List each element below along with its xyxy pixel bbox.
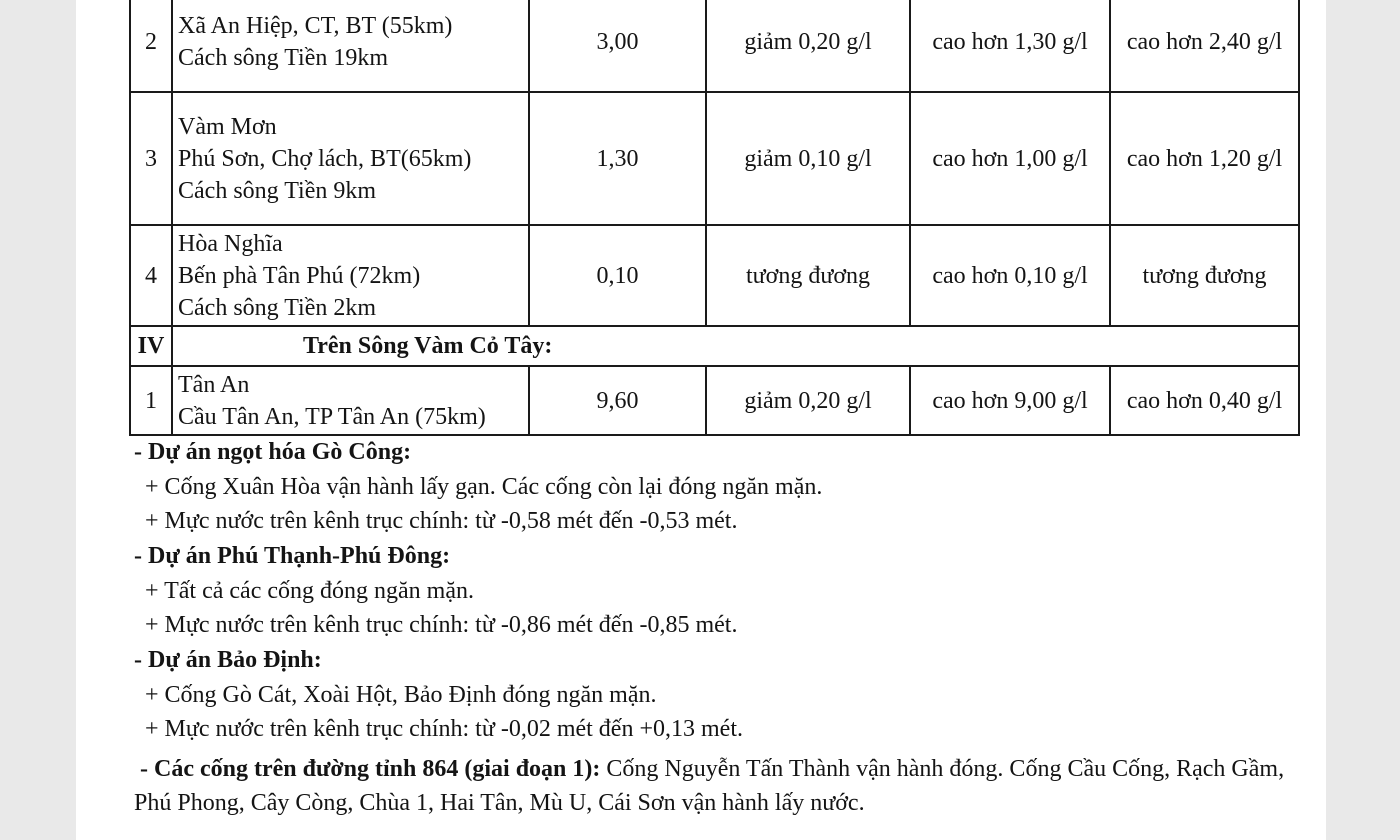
- salinity-value: 0,10: [529, 225, 706, 326]
- change-cell: tương đương: [706, 225, 910, 326]
- location-line: Cầu Tân An, TP Tân An (75km): [178, 403, 486, 430]
- note-heading: - Dự án Phú Thạnh-Phú Đông:: [134, 543, 451, 569]
- final-note-text: Cống Nguyễn Tấn Thành vận hành đóng. Cống Cầu Cống, Rạch Gầm, Phú Phong, Cây Còng, Chùa 1, Hai Tân, Mù U, Cái Sơn vận hành lấy nước.: [134, 756, 1285, 816]
- table-row: [130, 0, 1299, 92]
- salinity-table: [129, 0, 1300, 436]
- compare-cell-1: cao hơn 9,00 g/l: [910, 366, 1110, 435]
- row-index: 2: [130, 0, 172, 92]
- location-line: Xã An Hiệp, CT, BT (55km): [178, 12, 453, 39]
- table-row: [130, 366, 1299, 435]
- row-index: 4: [130, 225, 172, 326]
- final-note: [134, 752, 1314, 820]
- change-cell: giảm 0,20 g/l: [706, 0, 910, 92]
- note-item: + Cống Gò Cát, Xoài Hột, Bảo Định đóng ngăn mặn.: [145, 682, 657, 708]
- note-heading: - Dự án Bảo Định:: [134, 647, 322, 673]
- note-heading: - Dự án ngọt hóa Gò Công:: [134, 439, 412, 465]
- document-page: [76, 0, 1326, 840]
- location-line: Bến phà Tân Phú (72km): [178, 262, 421, 289]
- salinity-value: 9,60: [529, 366, 706, 435]
- location-line: Cách sông Tiền 9km: [178, 177, 377, 204]
- location-line: Cách sông Tiền 2km: [178, 294, 377, 321]
- salinity-value: 3,00: [529, 0, 706, 92]
- compare-cell-2: tương đương: [1110, 225, 1299, 326]
- note-item: + Mực nước trên kênh trục chính: từ -0,86 mét đến -0,85 mét.: [145, 612, 738, 638]
- salinity-value: 1,30: [529, 92, 706, 225]
- row-location: [172, 0, 529, 92]
- row-index: 3: [130, 92, 172, 225]
- location-line: Cách sông Tiền 19km: [178, 44, 389, 71]
- table-row: [130, 225, 1299, 326]
- table-row: [130, 92, 1299, 225]
- compare-cell-1: cao hơn 1,00 g/l: [910, 92, 1110, 225]
- row-location: [172, 366, 529, 435]
- location-line: Tân An: [178, 371, 250, 398]
- section-id: IV: [130, 326, 172, 366]
- row-index: 1: [130, 366, 172, 435]
- compare-cell-2: cao hơn 1,20 g/l: [1110, 92, 1299, 225]
- compare-cell-1: cao hơn 0,10 g/l: [910, 225, 1110, 326]
- note-item: + Mực nước trên kênh trục chính: từ -0,58 mét đến -0,53 mét.: [145, 508, 738, 534]
- note-item: + Mực nước trên kênh trục chính: từ -0,02 mét đến +0,13 mét.: [145, 716, 743, 742]
- location-line: Phú Sơn, Chợ lách, BT(65km): [178, 145, 472, 172]
- final-note-heading: - Các cống trên đường tỉnh 864 (giai đoạn 1):: [140, 756, 601, 782]
- compare-cell-2: cao hơn 2,40 g/l: [1110, 0, 1299, 92]
- location-line: Vàm Mơn: [178, 113, 277, 140]
- change-cell: giảm 0,20 g/l: [706, 366, 910, 435]
- row-location: [172, 225, 529, 326]
- row-location: [172, 92, 529, 225]
- project-notes: [134, 434, 1314, 820]
- compare-cell-1: cao hơn 1,30 g/l: [910, 0, 1110, 92]
- section-header-row: [130, 326, 1299, 366]
- note-item: + Tất cả các cống đóng ngăn mặn.: [145, 578, 474, 604]
- change-cell: giảm 0,10 g/l: [706, 92, 910, 225]
- location-line: Hòa Nghĩa: [178, 230, 283, 257]
- note-item: + Cống Xuân Hòa vận hành lấy gạn. Các cống còn lại đóng ngăn mặn.: [145, 474, 823, 500]
- compare-cell-2: cao hơn 0,40 g/l: [1110, 366, 1299, 435]
- section-title: Trên Sông Vàm Cỏ Tây:: [172, 326, 1299, 366]
